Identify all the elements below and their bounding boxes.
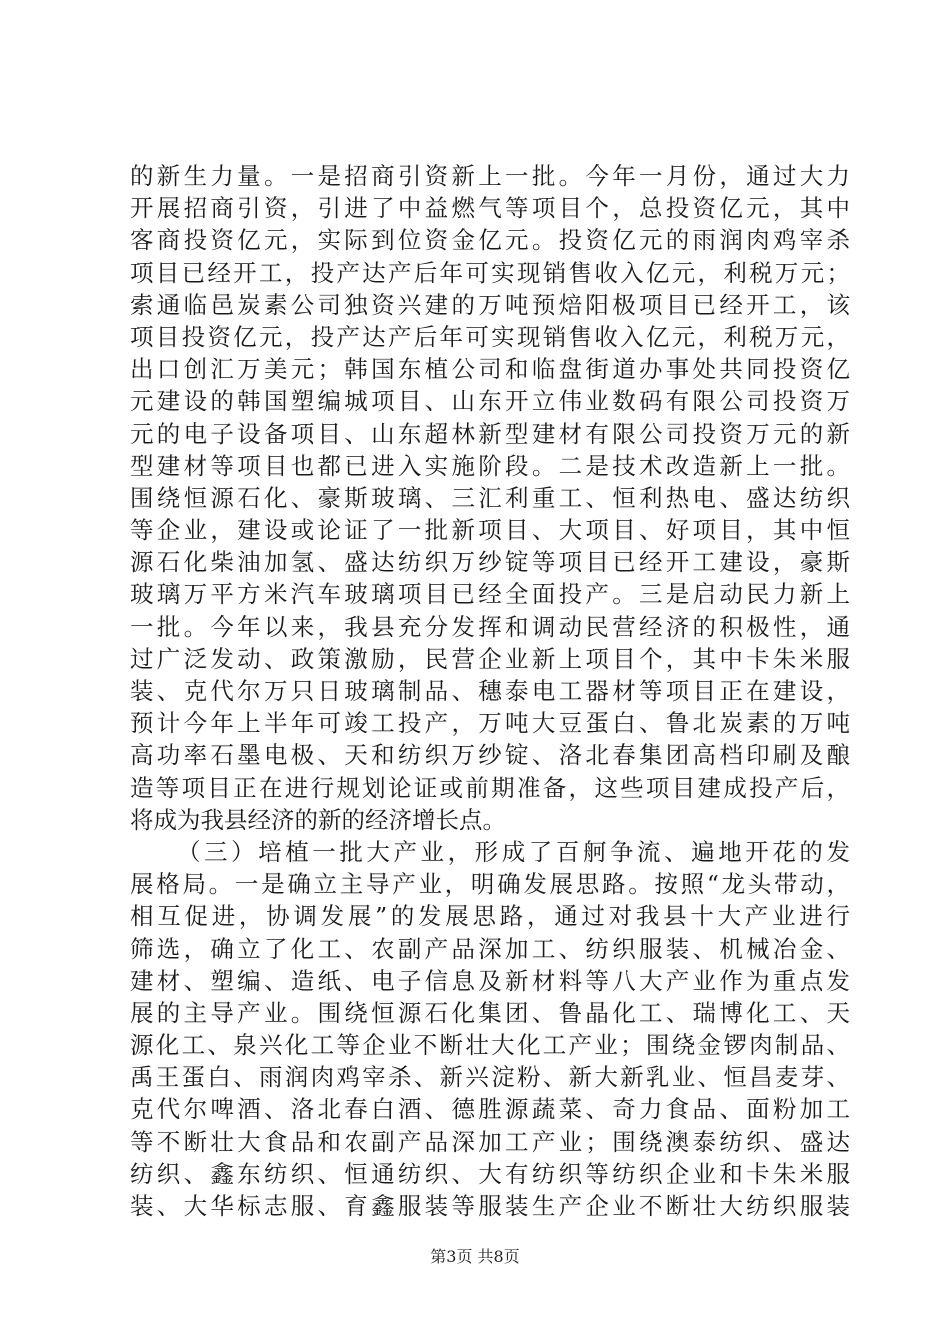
text-line-3: 客商投资亿元，实际到位资金亿元。投资亿元的雨润肉鸡宰杀 (130, 226, 850, 255)
text-line-18: 预计今年上半年可竣工投产，万吨大豆蛋白、鲁北炭素的万吨 (130, 709, 850, 738)
text-line-26: 建材、塑编、造纸、电子信息及新材料等八大产业作为重点发 (130, 966, 850, 995)
text-line-5: 索通临邑炭素公司独资兴建的万吨预焙阳极项目已经开工，该 (130, 290, 850, 319)
text-line-14: 玻璃万平方米汽车玻璃项目已经全面投产。三是启动民力新上 (130, 580, 850, 609)
text-line-27: 展的主导产业。围绕恒源石化集团、鲁晶化工、瑞博化工、天 (130, 998, 850, 1027)
text-line-20: 造等项目正在进行规划论证或前期准备，这些项目建成投产后， (130, 773, 850, 802)
text-line-22: （三）培植一批大产业，形成了百舸争流、遍地开花的发 (177, 837, 850, 866)
text-line-33: 装、大华标志服、育鑫服装等服装生产企业不断壮大纺织服装 (130, 1192, 850, 1220)
text-line-9: 元的电子设备项目、山东超林新型建材有限公司投资万元的新 (130, 419, 850, 448)
text-line-2: 开展招商引资，引进了中益燃气等项目个，总投资亿元，其中 (130, 194, 850, 223)
text-line-29: 禹王蛋白、雨润肉鸡宰杀、新兴淀粉、新大新乳业、恒昌麦芽、 (130, 1063, 850, 1092)
text-line-7: 出口创汇万美元；韩国东植公司和临盘街道办事处共同投资亿 (130, 355, 850, 384)
text-line-12: 等企业，建设或论证了一批新项目、大项目、好项目，其中恒 (130, 516, 850, 545)
text-line-13: 源石化柴油加氢、盛达纺织万纱锭等项目已经开工建设，豪斯 (130, 548, 850, 577)
text-line-17: 装、克代尔万只日玻璃制品、穗泰电工器材等项目正在建设， (130, 677, 850, 705)
body-text (130, 160, 850, 1222)
text-line-31: 等不断壮大食品和农副产品深加工产业；围绕澳泰纺织、盛达 (130, 1127, 850, 1156)
text-line-25: 筛选，确立了化工、农副产品深加工、纺织服装、机械冶金、 (130, 934, 850, 963)
text-line-24: 相互促进，协调发展”的发展思路，通过对我县十大产业进行 (130, 902, 850, 931)
text-line-32: 纺织、鑫东纺织、恒通纺织、大有纺织等纺织企业和卡朱米服 (130, 1159, 850, 1188)
text-line-10: 型建材等项目也都已进入实施阶段。二是技术改造新上一批。 (130, 451, 850, 480)
text-line-21: 将成为我县经济的新的经济增长点。 (130, 805, 506, 834)
text-line-23: 展格局。一是确立主导产业，明确发展思路。按照“龙头带动， (130, 870, 850, 899)
text-line-16: 过广泛发动、政策激励，民营企业新上项目个，其中卡朱米服 (130, 644, 850, 673)
page-number-footer: 第3页 共8页 (430, 1247, 520, 1266)
text-line-19: 高功率石墨电极、天和纺织万纱锭、洛北春集团高档印刷及酿 (130, 741, 850, 770)
text-line-30: 克代尔啤酒、洛北春白酒、德胜源蔬菜、奇力食品、面粉加工 (130, 1095, 850, 1124)
text-line-28: 源化工、泉兴化工等企业不断壮大化工产业；围绕金锣肉制品、 (130, 1031, 850, 1060)
text-line-6: 项目投资亿元，投产达产后年可实现销售收入亿元，利税万元， (130, 322, 850, 351)
text-line-11: 围绕恒源石化、豪斯玻璃、三汇利重工、恒利热电、盛达纺织 (130, 483, 850, 512)
text-line-4: 项目已经开工，投产达产后年可实现销售收入亿元，利税万元； (130, 258, 850, 287)
text-line-15: 一批。今年以来，我县充分发挥和调动民营经济的积极性，通 (130, 612, 850, 641)
text-line-8: 元建设的韩国塑编城项目、山东开立伟业数码有限公司投资万 (130, 387, 850, 416)
text-line-1: 的新生力量。一是招商引资新上一批。今年一月份，通过大力 (130, 162, 850, 190)
